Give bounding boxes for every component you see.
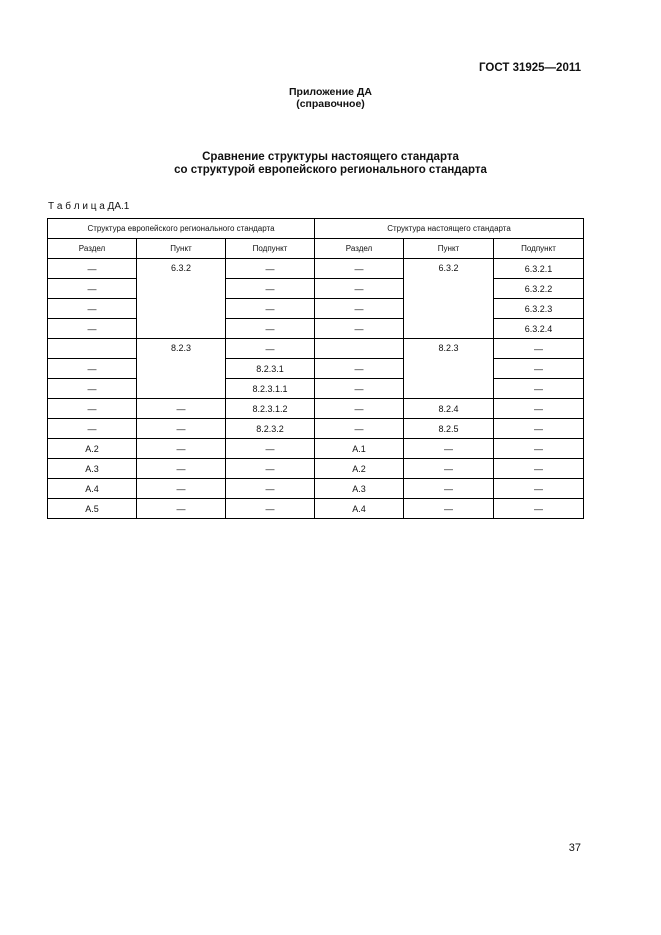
table-cell: —	[226, 299, 315, 319]
table-row	[48, 419, 584, 439]
table-cell: —	[137, 419, 226, 439]
table-cell: —	[226, 439, 315, 459]
table-cell: —	[226, 499, 315, 519]
table-cell: 8.2.4	[404, 399, 494, 419]
title-line-2: со структурой европейского регионального стандарта	[174, 164, 487, 176]
table-cell: —	[226, 279, 315, 299]
table-row	[48, 259, 584, 279]
table-cell: 8.2.3	[137, 339, 226, 399]
table-cell: А.3	[315, 479, 404, 499]
table-cell: —	[226, 459, 315, 479]
table-row	[48, 459, 584, 479]
table-cell	[48, 339, 137, 359]
table-cell: А.5	[48, 499, 137, 519]
table-cell: —	[494, 339, 584, 359]
table-cell: —	[226, 479, 315, 499]
table-cell: —	[315, 419, 404, 439]
table-cell: —	[404, 439, 494, 459]
table-row	[48, 319, 584, 339]
table-cell: —	[226, 259, 315, 279]
table-cell: —	[315, 379, 404, 399]
table-cell: —	[494, 459, 584, 479]
column-header: Пункт	[137, 239, 226, 259]
table-cell: 8.2.3.2	[226, 419, 315, 439]
table-row	[48, 359, 584, 379]
table-cell: —	[48, 279, 137, 299]
table-cell: А.4	[315, 499, 404, 519]
table-cell: —	[315, 319, 404, 339]
table-cell: —	[137, 459, 226, 479]
table-cell: —	[315, 359, 404, 379]
page-number: 37	[568, 842, 581, 854]
table-cell: —	[48, 299, 137, 319]
table-cell: 8.2.3.1	[226, 359, 315, 379]
appendix-heading	[0, 86, 661, 110]
table-cell: 8.2.5	[404, 419, 494, 439]
table-cell: —	[494, 499, 584, 519]
table-cell: —	[137, 439, 226, 459]
table-cell: 6.3.2.4	[494, 319, 584, 339]
table-cell: —	[137, 399, 226, 419]
column-header: Пункт	[404, 239, 494, 259]
table-cell: —	[494, 419, 584, 439]
table-cell: 6.3.2	[404, 259, 494, 339]
table-row	[48, 379, 584, 399]
appendix-title: Приложение ДА	[289, 86, 372, 98]
table-cell: —	[137, 499, 226, 519]
table-cell: А.4	[48, 479, 137, 499]
column-header: Подпункт	[494, 239, 584, 259]
table-cell: —	[315, 399, 404, 419]
table-cell: —	[315, 259, 404, 279]
table-row	[48, 339, 584, 359]
table-cell: 8.2.3.1.1	[226, 379, 315, 399]
group-header-national: Структура настоящего стандарта	[315, 219, 584, 239]
table-cell: А.1	[315, 439, 404, 459]
table-cell: —	[226, 319, 315, 339]
table-cell: 6.3.2	[137, 259, 226, 339]
table-cell: —	[494, 439, 584, 459]
table-cell: —	[48, 379, 137, 399]
table-row	[48, 399, 584, 419]
column-header: Подпункт	[226, 239, 315, 259]
table-cell: —	[315, 299, 404, 319]
table-cell: —	[48, 319, 137, 339]
table-cell: —	[494, 479, 584, 499]
table-cell: —	[137, 479, 226, 499]
table-cell: —	[494, 399, 584, 419]
table-caption: Т а б л и ц а ДА.1	[48, 201, 130, 212]
table-cell	[315, 339, 404, 359]
page-title	[0, 151, 661, 177]
table-row	[48, 479, 584, 499]
table-cell: —	[404, 479, 494, 499]
table-cell: 6.3.2.2	[494, 279, 584, 299]
table-cell: А.2	[48, 439, 137, 459]
table-cell: —	[494, 379, 584, 399]
table-row	[48, 279, 584, 299]
group-header-european: Структура европейского регионального стандарта	[48, 219, 315, 239]
table-cell: А.3	[48, 459, 137, 479]
title-line-1: Сравнение структуры настоящего стандарта	[202, 151, 459, 163]
table-cell: —	[226, 339, 315, 359]
table-cell: —	[48, 399, 137, 419]
table-cell: —	[48, 259, 137, 279]
document-code: ГОСТ 31925—2011	[479, 62, 581, 74]
appendix-subtitle: (справочное)	[296, 98, 365, 110]
table-cell: 6.3.2.3	[494, 299, 584, 319]
table-cell: —	[404, 499, 494, 519]
column-header: Раздел	[48, 239, 137, 259]
table-cell: —	[404, 459, 494, 479]
table-cell: —	[494, 359, 584, 379]
table-cell: А.2	[315, 459, 404, 479]
table-cell: —	[315, 279, 404, 299]
table-cell: 8.2.3	[404, 339, 494, 399]
comparison-table	[47, 218, 584, 519]
table-cell: —	[48, 419, 137, 439]
table-cell: 6.3.2.1	[494, 259, 584, 279]
table-cell: 8.2.3.1.2	[226, 399, 315, 419]
table-cell: —	[48, 359, 137, 379]
table-row	[48, 439, 584, 459]
table-row	[48, 499, 584, 519]
table-row	[48, 299, 584, 319]
column-header: Раздел	[315, 239, 404, 259]
